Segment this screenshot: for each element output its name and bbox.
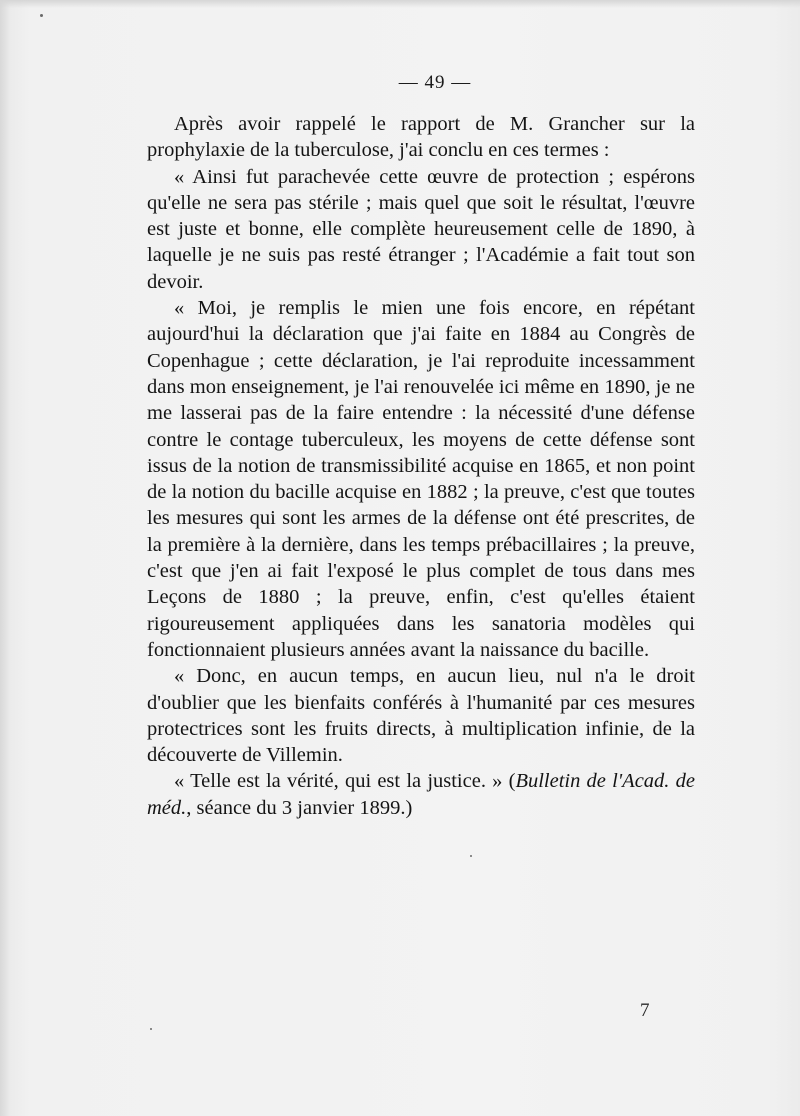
session-date: , séance du 3 janvier 1899.) bbox=[186, 796, 413, 819]
signature-mark: 7 bbox=[640, 1000, 650, 1021]
paragraph-closing bbox=[147, 768, 695, 821]
closing-quote-text: « Telle est la vérité, qui est la justice. » ( bbox=[174, 770, 516, 793]
scan-speck bbox=[470, 855, 472, 857]
bulletin-citation: Bulletin de l'Acad. de méd. bbox=[147, 770, 695, 819]
page-number: — 49 — bbox=[398, 72, 472, 93]
paragraph-intro: Après avoir rappelé le rapport de M. Grancher sur la prophylaxie de la tuberculose, j'ai conclu en ces termes : bbox=[147, 113, 695, 162]
page-edge-shadow bbox=[0, 0, 800, 8]
body-text bbox=[147, 111, 695, 821]
paragraph-quote-villemin: « Donc, en aucun temps, en aucun lieu, nul n'a le droit d'oublier que les bienfaits conférés à l'humanité par ces mesures protectrices sont les fruits directs, à multiplication infinie, de la découverte de Villemin. bbox=[147, 665, 695, 767]
scan-speck bbox=[40, 14, 43, 17]
paragraph-quote-protection: « Ainsi fut parachevée cette œuvre de protection ; espérons qu'elle ne sera pas stérile ; mais quel que soit le résultat, l'œuvre est juste et bonne, elle complète heureusement celle de 1890, à laquelle je ne suis pas resté étranger ; l'Académie a fait tout son devoir. bbox=[147, 165, 695, 293]
scan-speck bbox=[150, 1028, 152, 1030]
paragraph-quote-declaration: « Moi, je remplis le mien une fois encore, en répétant aujourd'hui la déclaration que j'ai faite en 1884 au Congrès de Copenhague ; cette déclaration, je l'ai reproduite incessamment dans mon enseignement, je l'ai renouvelée ici même en 1890, je ne me lasserai pas de la faire entendre : la nécessité d'une défense contre le contage tuberculeux, les moyens de cette défense sont issus de la notion de transmissibilité acquise en 1865, et non point de la notion du bacille acquise en 1882 ; la preuve, c'est que toutes les mesures qui sont les armes de la défense ont été prescrites, de la première à la dernière, dans les temps prébacillaires ; la preuve, c'est que j'en ai fait l'exposé le plus complet de tous dans mes Leçons de 1880 ; la preuve, enfin, c'est qu'elles étaient rigoureusement appliquées dans les sanatoria modèles qui fonctionnaient plusieurs années avant la naissance du bacille. bbox=[147, 297, 695, 661]
